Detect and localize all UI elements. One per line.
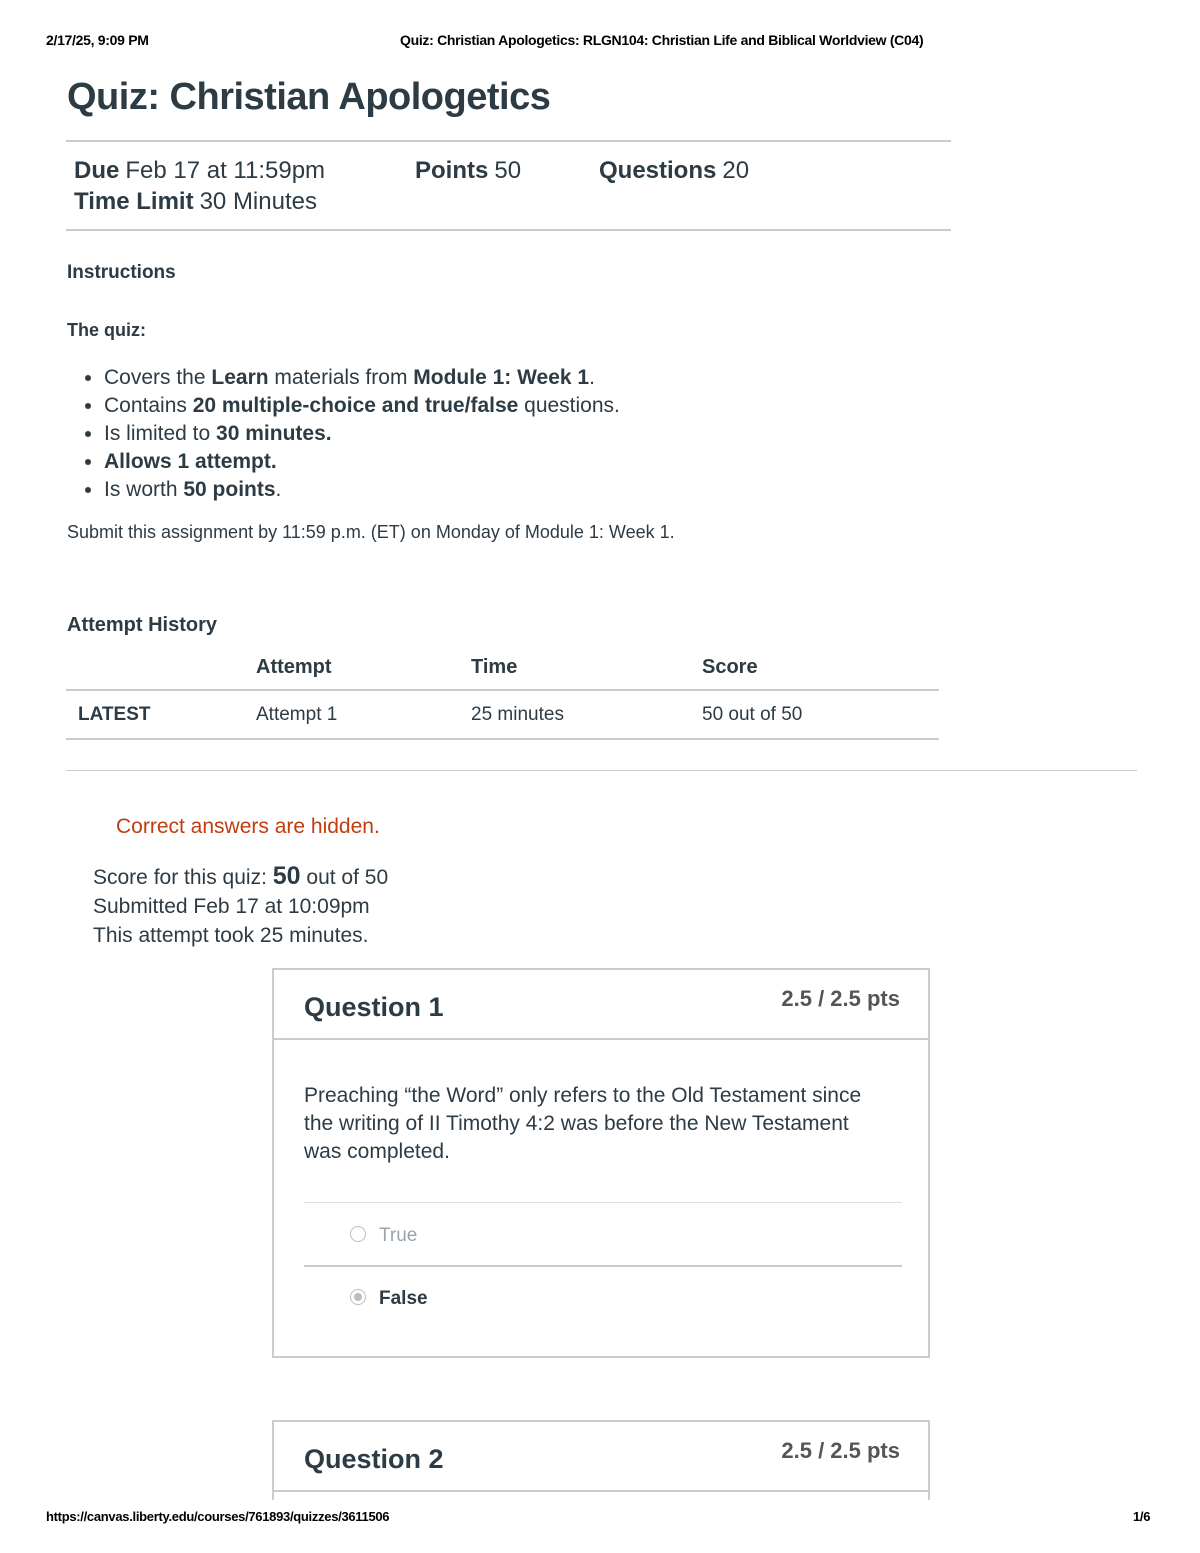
question-header	[274, 970, 928, 1040]
question-header	[274, 1422, 928, 1492]
time-limit	[74, 188, 317, 216]
list-item: • Contains 20 multiple-choice and true/false questions.	[104, 392, 620, 420]
answer-radio-true[interactable]	[350, 1226, 366, 1242]
questions-label: Questions	[599, 157, 717, 184]
quiz-score: Score for this quiz: 50 out of 50	[93, 862, 389, 890]
question-points: 2.5 / 2.5 pts	[781, 1438, 900, 1463]
instructions-heading: Instructions	[67, 262, 176, 283]
answer-label-false: False	[379, 1288, 428, 1309]
divider	[66, 770, 1137, 771]
time-limit-value: 30 Minutes	[199, 188, 317, 215]
print-url: https://canvas.liberty.edu/courses/761893/quizzes/3611506	[46, 1509, 390, 1524]
question-text: Preaching “the Word” only refers to the Old Testament since the writing of II Timothy 4:2 was before the New Testament was completed.	[304, 1084, 862, 1163]
answer-label-true: True	[379, 1225, 418, 1246]
questions-value: 20	[722, 157, 750, 184]
divider	[66, 229, 951, 231]
questions-count	[599, 157, 749, 185]
attempt-link[interactable]: Attempt 1	[256, 704, 338, 725]
print-datetime: 2/17/25, 9:09 PM	[46, 32, 149, 48]
divider	[66, 140, 951, 142]
question-card	[272, 1420, 930, 1500]
divider	[304, 1202, 902, 1203]
column-header-time: Time	[471, 656, 518, 678]
list-item: • Allows 1 attempt.	[104, 448, 620, 476]
instructions-list	[82, 364, 620, 504]
submitted-date: Submitted Feb 17 at 10:09pm	[93, 895, 370, 918]
score-summary	[93, 862, 388, 950]
divider	[66, 689, 939, 691]
points-value: 50	[494, 157, 522, 184]
column-header-attempt: Attempt	[256, 656, 332, 678]
print-page-number: 1/6	[1133, 1509, 1151, 1524]
due-date	[74, 157, 325, 185]
question-card	[272, 968, 930, 1358]
question-body	[274, 1040, 928, 1358]
list-item: • Covers the Learn materials from Module 1: Week 1.	[104, 364, 620, 392]
time-limit-label: Time Limit	[74, 188, 194, 215]
instructions-subheading: The quiz:	[67, 320, 146, 340]
list-item: • Is limited to 30 minutes.	[104, 420, 620, 448]
divider	[304, 1265, 902, 1267]
attempt-time: 25 minutes	[471, 704, 564, 725]
question-title: Question 1	[304, 992, 444, 1022]
page-title: Quiz: Christian Apologetics	[67, 76, 551, 118]
score-value: 50	[272, 862, 301, 890]
question-points: 2.5 / 2.5 pts	[781, 986, 900, 1011]
answer-radio-false[interactable]	[350, 1289, 366, 1305]
latest-tag: LATEST	[78, 704, 151, 725]
points-label: Points	[415, 157, 489, 184]
attempt-duration: This attempt took 25 minutes.	[93, 924, 369, 947]
due-value: Feb 17 at 11:59pm	[125, 157, 326, 184]
points	[415, 157, 521, 185]
submit-note: Submit this assignment by 11:59 p.m. (ET) on Monday of Module 1: Week 1.	[67, 522, 675, 542]
attempt-history-heading: Attempt History	[67, 614, 218, 636]
correct-answers-hidden-notice: Correct answers are hidden.	[116, 815, 380, 838]
attempt-score: 50 out of 50	[702, 704, 803, 725]
list-item: • Is worth 50 points.	[104, 476, 620, 504]
print-doc-title: Quiz: Christian Apologetics: RLGN104: Christian Life and Biblical Worldview (C04)	[400, 32, 924, 48]
question-title: Question 2	[304, 1444, 444, 1474]
column-header-score: Score	[702, 656, 758, 678]
divider	[66, 738, 939, 740]
due-label: Due	[74, 157, 120, 184]
